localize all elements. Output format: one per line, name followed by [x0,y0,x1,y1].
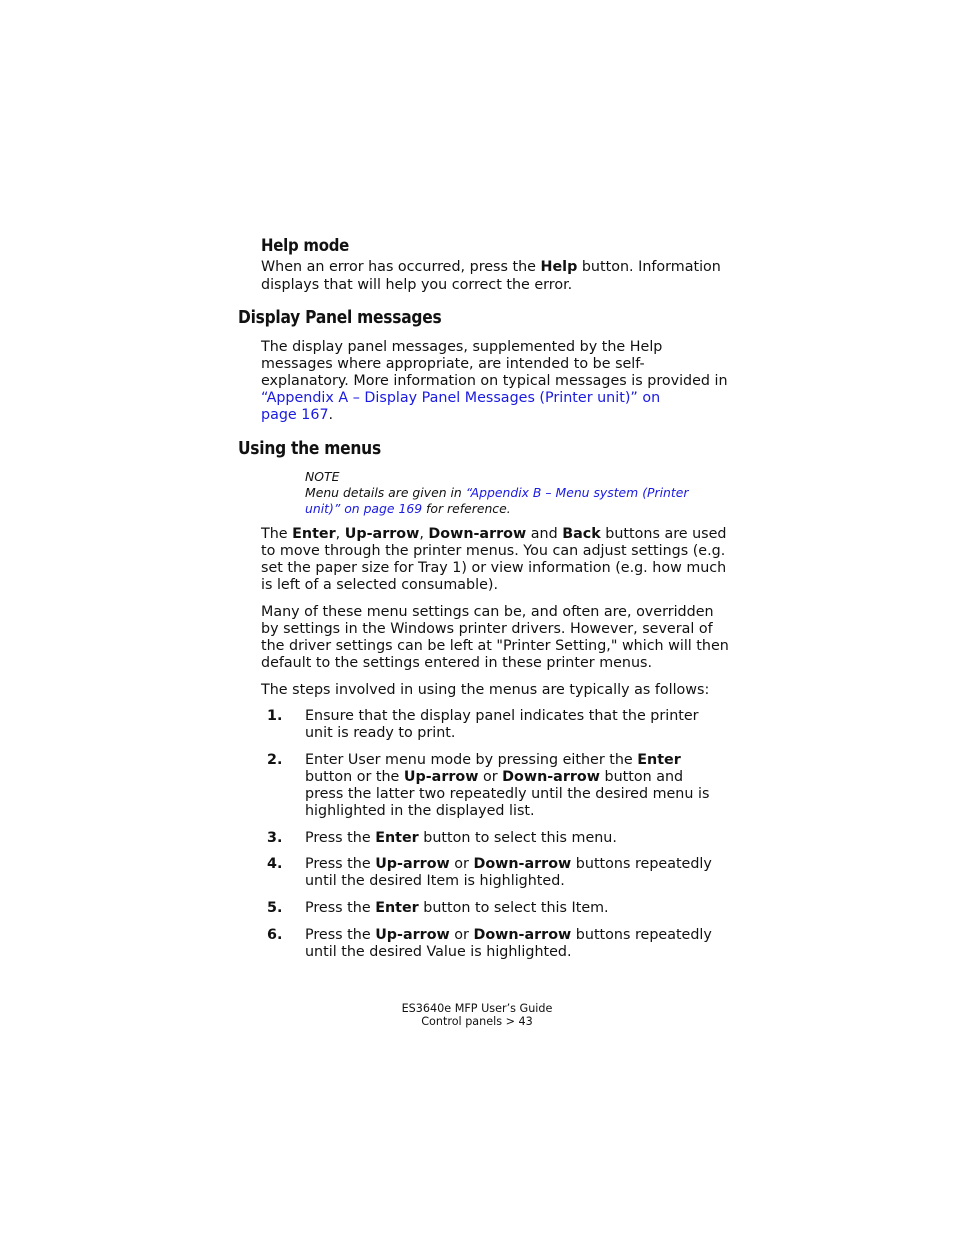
menus-paragraph-3: The steps involved in using the menus are typically as follows: [261,682,710,698]
menus-paragraph-1: The Enter, Up-arrow, Down-arrow and Back buttons are used to move through the printer menus. You can adjust settings (e.g. set the paper size for Tray 1) or view information (e.g. how much is left of a selected consumable). [261,526,727,593]
step-number: 1. [267,708,283,724]
appendix-b-page-link[interactable]: unit)” on page 169 [305,501,423,516]
step-text: Press the Enter button to select this menu. [305,830,617,846]
page-footer [327,1002,627,1028]
step-number: 5. [267,900,283,916]
step-text: Press the Up-arrow or Down-arrow buttons repeatedly until the desired Item is highlighted. [305,856,712,889]
footer-title: ES3640e MFP User’s Guide [401,1002,553,1015]
note-label: NOTE [305,469,340,484]
menus-paragraph-2: Many of these menu settings can be, and often are, overridden by settings in the Windows printer drivers. However, several of the driver settings can be left at "Printer Setting," which will then default to the settings entered in these printer menus. [261,604,729,671]
display-panel-heading: Display Panel messages [238,307,442,328]
step-number: 3. [267,830,283,846]
step-number: 6. [267,927,283,943]
appendix-a-link[interactable]: “Appendix A – Display Panel Messages (Printer unit)” on [261,390,661,406]
step-text: Press the Enter button to select this Item. [305,900,609,916]
display-panel-paragraph: The display panel messages, supplemented by the Help messages where appropriate, are intended to be self- explanatory. More information on typical messages is provided in “Appendix A – Display Panel Messages (Printer unit)” on page 167. [261,339,728,423]
appendix-a-page-link[interactable]: page 167 [261,407,329,423]
help-mode-heading: Help mode [261,236,350,256]
step-text: Press the Up-arrow or Down-arrow buttons repeatedly until the desired Value is highlighted. [305,927,712,960]
step-number: 2. [267,752,283,768]
step-number: 4. [267,856,283,872]
appendix-b-link[interactable]: “Appendix B – Menu system (Printer [465,485,689,500]
step-text: Enter User menu mode by pressing either the Enter button or the Up-arrow or Down-arrow button and press the latter two repeatedly until the desired menu is highlighted in the displayed list. [305,752,710,819]
note-block: NOTE Menu details are given in “Appendix B – Menu system (Printer unit)” on page 169 for reference. [305,469,705,517]
using-menus-heading: Using the menus [238,438,381,459]
footer-page: Control panels > 43 [421,1015,533,1028]
help-mode-paragraph: When an error has occurred, press the Help button. Information displays that will help you correct the error. [261,259,721,293]
step-text: Ensure that the display panel indicates that the printer unit is ready to print. [305,708,699,741]
